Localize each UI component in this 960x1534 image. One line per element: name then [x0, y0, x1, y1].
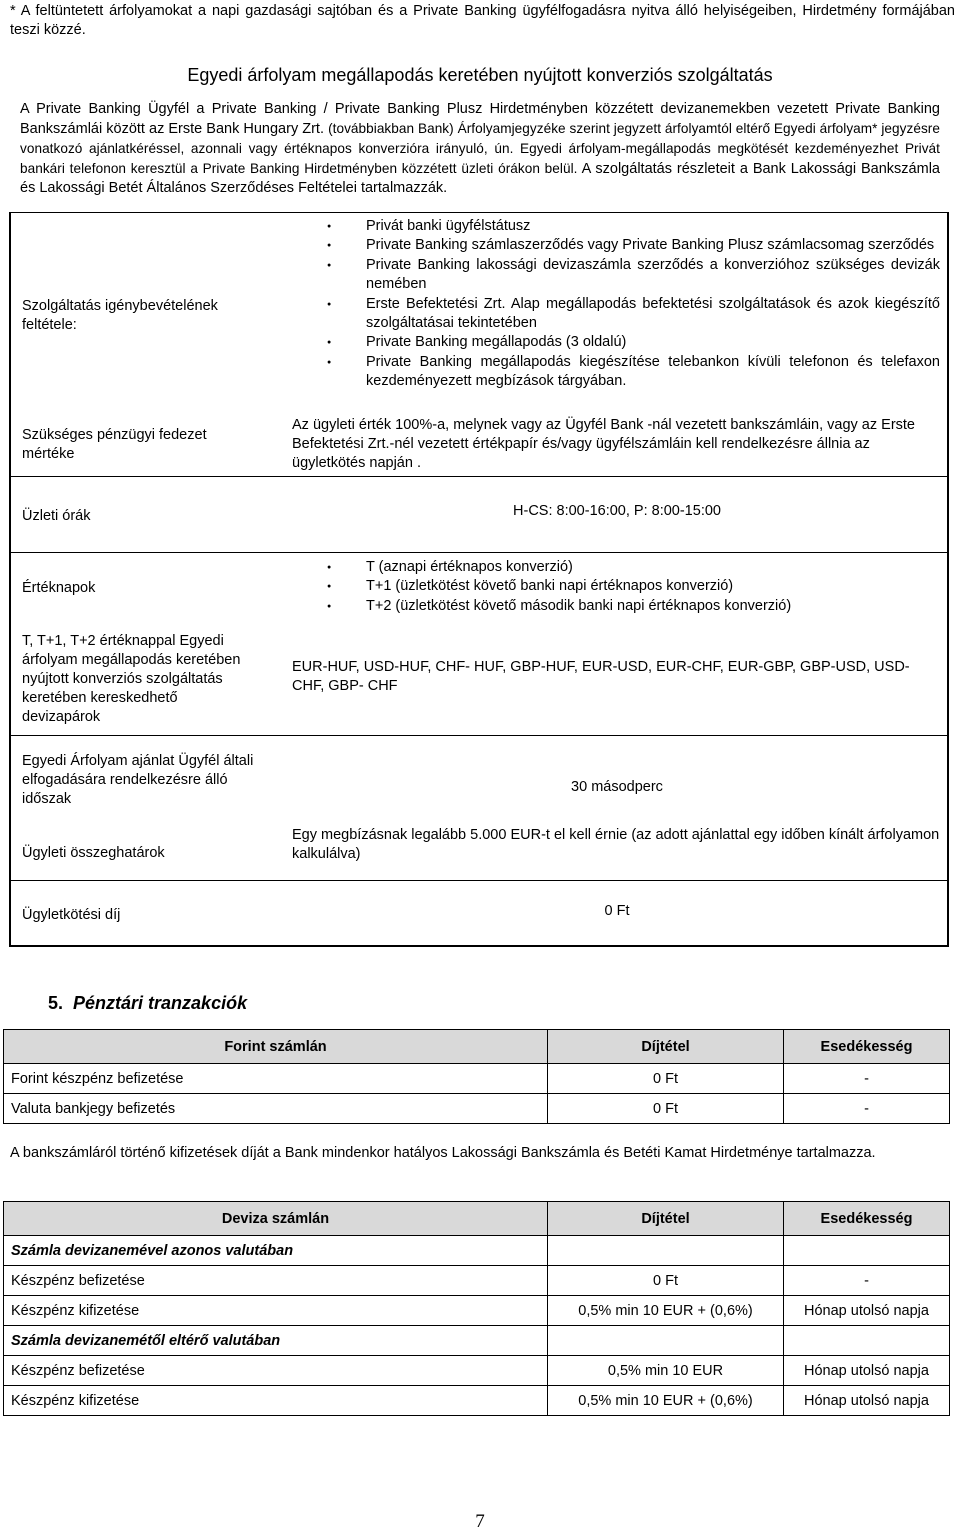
- table-cell: 0 Ft: [548, 1064, 784, 1094]
- value-date-item: ● T+2 (üzletkötést követő második banki napi értéknapos konverzió): [318, 597, 940, 616]
- intro-part-3: A szolgáltatás részleteit a Bank Lakossági Bankszámla és Lakossági Betét Általános Szerződéses Feltételei tartalmazzák.: [20, 161, 940, 196]
- table-cell: Készpénz befizetése: [4, 1266, 548, 1296]
- value-dates-list: [318, 558, 940, 616]
- table-cell: 0,5% min 10 EUR + (0,6%): [548, 1296, 784, 1326]
- table-group-row: [4, 1236, 950, 1266]
- group-label: Számla devizanemével azonos valutában: [4, 1236, 548, 1266]
- table-cell: Hónap utolsó napja: [784, 1296, 950, 1326]
- table-cell: [548, 1326, 784, 1356]
- forint-fee-table: [3, 1029, 950, 1124]
- intro-paragraph: [20, 100, 940, 198]
- table-cell: Készpénz kifizetése: [4, 1296, 548, 1326]
- table-row: [4, 1356, 950, 1386]
- table-row: [4, 1386, 950, 1416]
- row-divider: [9, 476, 949, 477]
- limits-value: Egy megbízásnak legalább 5.000 EUR-t el kell érnie (az adott ajánlattal egy időben kínált árfolyamon kalkulálva): [292, 827, 940, 862]
- table-row: [4, 1094, 950, 1124]
- row-divider: [9, 880, 949, 881]
- hours-label: Üzleti órák: [22, 508, 91, 524]
- offer-period-label: Egyedi Árfolyam ajánlat Ügyfél általi elfogadására rendelkezésre álló időszak: [22, 753, 254, 807]
- coverage-label: Szükséges pénzügyi fedezet mértéke: [22, 427, 207, 462]
- table-group-row: [4, 1326, 950, 1356]
- condition-item: ● Private Banking számlaszerződés vagy Private Banking Plusz számlacsomag szerződés: [318, 236, 940, 255]
- table-cell: -: [784, 1094, 950, 1124]
- currency-pairs-label: T, T+1, T+2 értéknappal Egyedi árfolyam megállapodás keretében nyújtott konverziós szolgáltatás keretében kereskedhető devizapárok: [22, 633, 241, 725]
- table-cell: Forint készpénz befizetése: [4, 1064, 548, 1094]
- header-cell: Deviza számlán: [4, 1202, 548, 1236]
- section-title: Egyedi árfolyam megállapodás keretében nyújtott konverziós szolgáltatás: [187, 65, 773, 85]
- table-cell: -: [784, 1266, 950, 1296]
- header-cell: Forint számlán: [4, 1030, 548, 1064]
- page-number: 7: [475, 1511, 485, 1532]
- condition-item: ● Private Banking megállapodás (3 oldalú): [318, 333, 940, 352]
- condition-item: ● Privát banki ügyfélstátusz: [318, 217, 940, 236]
- condition-item: ● Erste Befektetési Zrt. Alap megállapodás befektetési szolgáltatások és azok kiegészítő szolgáltatásai tekintetében: [318, 295, 940, 334]
- limits-label: Ügyleti összeghatárok: [22, 845, 165, 861]
- conditions-list: [318, 217, 940, 392]
- table-cell: -: [784, 1064, 950, 1094]
- hours-value: H-CS: 8:00-16:00, P: 8:00-15:00: [513, 503, 721, 519]
- table-cell: [784, 1326, 950, 1356]
- table-cell: Hónap utolsó napja: [784, 1356, 950, 1386]
- deviza-fee-table: [3, 1201, 950, 1416]
- table-cell: 0,5% min 10 EUR + (0,6%): [548, 1386, 784, 1416]
- condition-item: ● Private Banking lakossági devizaszámla szerződés a konverzióhoz szükséges devizák nemében: [318, 256, 940, 295]
- section-5-heading: [48, 992, 247, 1014]
- value-date-item: ● T (aznapi értéknapos konverzió): [318, 558, 940, 577]
- table-row: [4, 1266, 950, 1296]
- header-cell: Esedékesség: [784, 1202, 950, 1236]
- fee-value: 0 Ft: [604, 903, 630, 919]
- group-label: Számla devizanemétől eltérő valutában: [4, 1326, 548, 1356]
- row-divider: [9, 552, 949, 553]
- section-name: Pénztári tranzakciók: [73, 993, 248, 1013]
- table-row: [4, 1064, 950, 1094]
- coverage-value: Az ügyleti érték 100%-a, melynek vagy az Ügyfél Bank -nál vezetett bankszámláin, vagy az Erste Befektetési Zrt.-nél vezetett értékpapír és/vagy ügyfélszámláin kell rendelkezésre állnia az ügyletkötés napján .: [292, 417, 915, 471]
- table-cell: [548, 1236, 784, 1266]
- section-number: 5.: [48, 993, 64, 1013]
- value-dates-label: Értéknapok: [22, 580, 96, 596]
- table-row: [4, 1296, 950, 1326]
- conditions-label: Szolgáltatás igénybevételének feltétele:: [22, 298, 218, 333]
- footnote: * A feltüntetett árfolyamokat a napi gazdasági sajtóban és a Private Banking ügyfélfogadásra nyitva álló helyiségeiben, Hirdetmény formájában teszi közzé.: [10, 3, 955, 38]
- offer-period-value: 30 másodperc: [571, 779, 663, 795]
- header-cell: Díjtétel: [548, 1030, 784, 1064]
- table-header-row: [4, 1030, 950, 1064]
- currency-pairs-value: EUR-HUF, USD-HUF, CHF- HUF, GBP-HUF, EUR-USD, EUR-CHF, EUR-GBP, GBP-USD, USD- CHF, GBP- CHF: [292, 659, 910, 694]
- table-cell: Készpénz befizetése: [4, 1356, 548, 1386]
- table-cell: Valuta bankjegy befizetés: [4, 1094, 548, 1124]
- table-cell: 0 Ft: [548, 1094, 784, 1124]
- header-cell: Esedékesség: [784, 1030, 950, 1064]
- table-header-row: [4, 1202, 950, 1236]
- table-cell: 0,5% min 10 EUR: [548, 1356, 784, 1386]
- header-cell: Díjtétel: [548, 1202, 784, 1236]
- condition-item: ● Private Banking megállapodás kiegészítése telebankon kívüli telefonon és telefaxon kezdeményezett megbízások tárgyában.: [318, 353, 940, 392]
- intro-part-2: (továbbiakban Bank) Árfolyamjegyzéke szerint jegyzett árfolyamtól eltérő Egyedi árfolyam* jegyzésre vonatkozó ajánlatkéréssel, azonnali vagy értéknapos konverzióra irányuló, ún. Egyedi árfolyam-megállapodás megkötését kezdeményezhet Privát bankári telefonon keresztül a Private Banking Hirdetményben közzétett üzleti órákon belül.: [20, 121, 940, 176]
- withdrawal-note: A bankszámláról történő kifizetések díját a Bank mindenkor hatályos Lakossági Bankszámla és Betéti Kamat Hirdetménye tartalmazza.: [10, 1145, 876, 1161]
- table-cell: 0 Ft: [548, 1266, 784, 1296]
- fee-label: Ügyletkötési díj: [22, 907, 121, 923]
- table-cell: [784, 1236, 950, 1266]
- row-divider: [9, 735, 949, 736]
- intro-part-1: A Private Banking Ügyfél a Private Banking / Private Banking Plusz Hirdetményben közzétett devizanemekben vezetett Private Banking Bankszámlái között az Erste Bank Hungary Zrt.: [20, 101, 940, 137]
- value-date-item: ● T+1 (üzletkötést követő banki napi értéknapos konverzió): [318, 577, 940, 596]
- table-cell: Készpénz kifizetése: [4, 1386, 548, 1416]
- table-cell: Hónap utolsó napja: [784, 1386, 950, 1416]
